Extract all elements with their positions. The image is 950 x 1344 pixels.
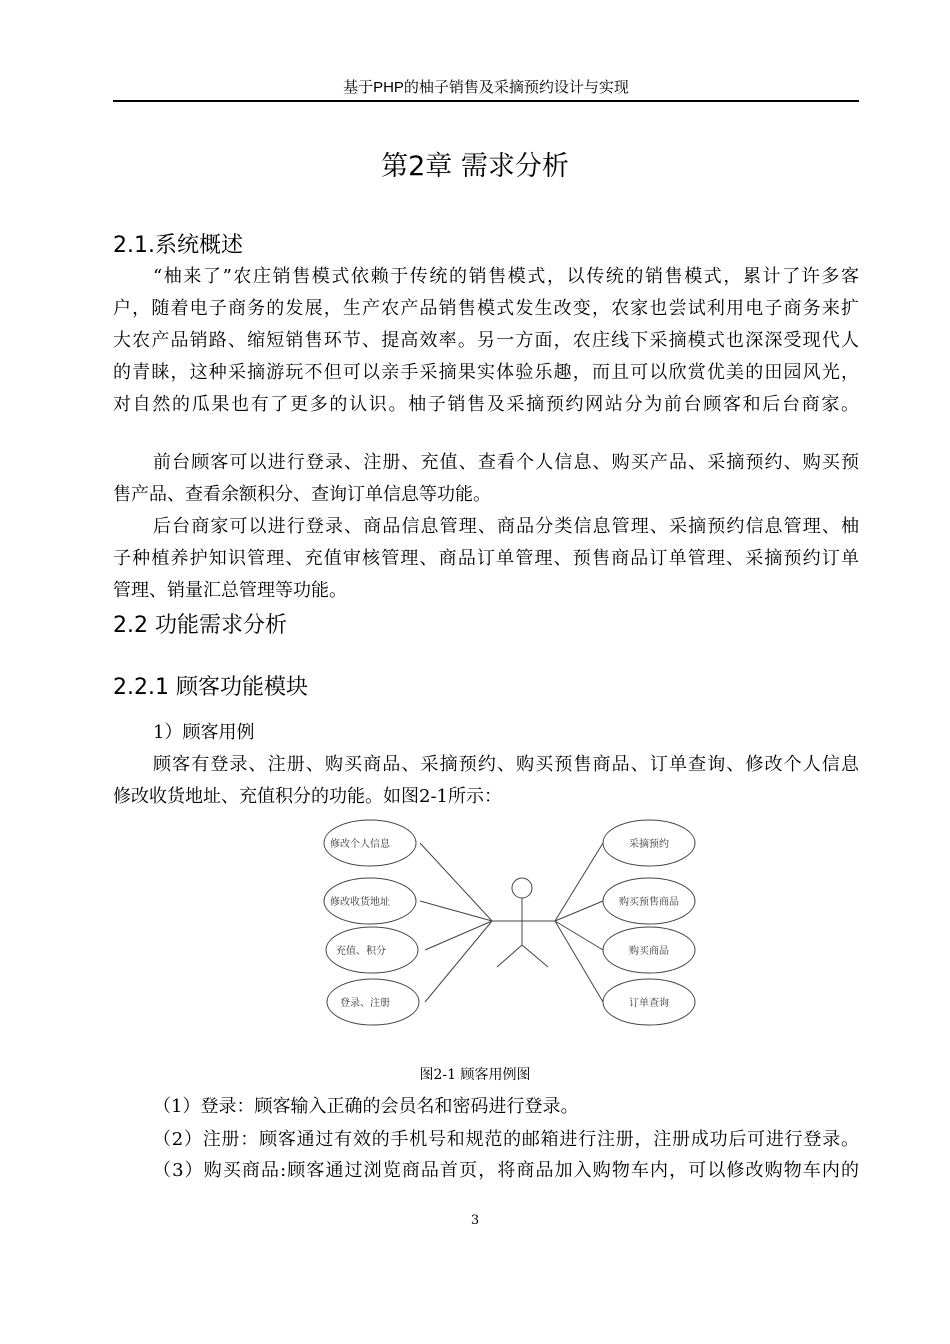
use-case-label: 订单查询 (629, 998, 669, 1009)
paragraph-line: 管理、销量汇总管理等功能。 (113, 580, 347, 601)
running-header: 基于PHP的柚子销售及采摘预约设计与实现 (343, 79, 629, 96)
paragraph-line: 前台顾客可以进行登录、注册、充值、查看个人信息、购买产品、采摘预约、购买预 (153, 452, 859, 473)
list-item: （2）注册：顾客通过有效的手机号和规范的邮箱进行注册，注册成功后可进行登录。 (153, 1129, 859, 1150)
paragraph-line: 对自然的瓜果也有了更多的认识。柚子销售及采摘预约网站分为前台顾客和后台商家。 (113, 394, 859, 415)
use-case-label: 充值、积分 (336, 946, 386, 957)
section-heading-2-2: 2.2 功能需求分析 (113, 613, 287, 638)
section-heading-2-1: 2.1.系统概述 (113, 233, 243, 258)
header-rule (113, 100, 859, 102)
paragraph-line: 子种植养护知识管理、充值审核管理、商品订单管理、预售商品订单管理、采摘预约订单 (113, 548, 859, 569)
chapter-title: 第2章 需求分析 (381, 151, 569, 182)
use-case-label: 购买商品 (629, 946, 669, 957)
paragraph-line: 后台商家可以进行登录、商品信息管理、商品分类信息管理、采摘预约信息管理、柚 (153, 516, 859, 537)
list-item: （1）登录：顾客输入正确的会员名和密码进行登录。 (153, 1096, 579, 1117)
use-case-diagram (320, 810, 710, 1030)
paragraph-line: 户，随着电子商务的发展，生产农产品销售模式发生改变，农家也尝试利用电子商务来扩 (113, 298, 859, 319)
paragraph-line: 大农产品销路、缩短销售环节、提高效率。另一方面，农庄线下采摘模式也深深受现代人 (113, 330, 859, 351)
use-case-label: 购买预售商品 (619, 897, 679, 908)
use-case-label: 修改收货地址 (330, 897, 390, 908)
paragraph-line: 修改收货地址、充值积分的功能。如图2-1所示： (113, 786, 502, 807)
subheading: 1）顾客用例 (153, 722, 255, 743)
list-item: （3）购买商品:顾客通过浏览商品首页，将商品加入购物车内，可以修改购物车内的 (153, 1160, 859, 1181)
figure-caption: 图2-1 顾客用例图 (419, 1067, 531, 1083)
paragraph-line: “柚来了”农庄销售模式依赖于传统的销售模式，以传统的销售模式，累计了许多客 (153, 266, 859, 287)
paragraph-line: 售产品、查看余额积分、查询订单信息等功能。 (113, 484, 491, 505)
use-case-label: 修改个人信息 (330, 839, 390, 850)
paragraph-line: 顾客有登录、注册、购买商品、采摘预约、购买预售商品、订单查询、修改个人信息 (153, 754, 859, 775)
paragraph-line: 的青睐，这种采摘游玩不但可以亲手采摘果实体验乐趣，而且可以欣赏优美的田园风光， (113, 362, 859, 383)
section-heading-2-2-1: 2.2.1 顾客功能模块 (113, 675, 308, 700)
page-number: 3 (470, 1213, 480, 1228)
use-case-label: 登录、注册 (340, 998, 390, 1009)
use-case-label: 采摘预约 (629, 839, 669, 850)
actor-head (512, 878, 532, 898)
